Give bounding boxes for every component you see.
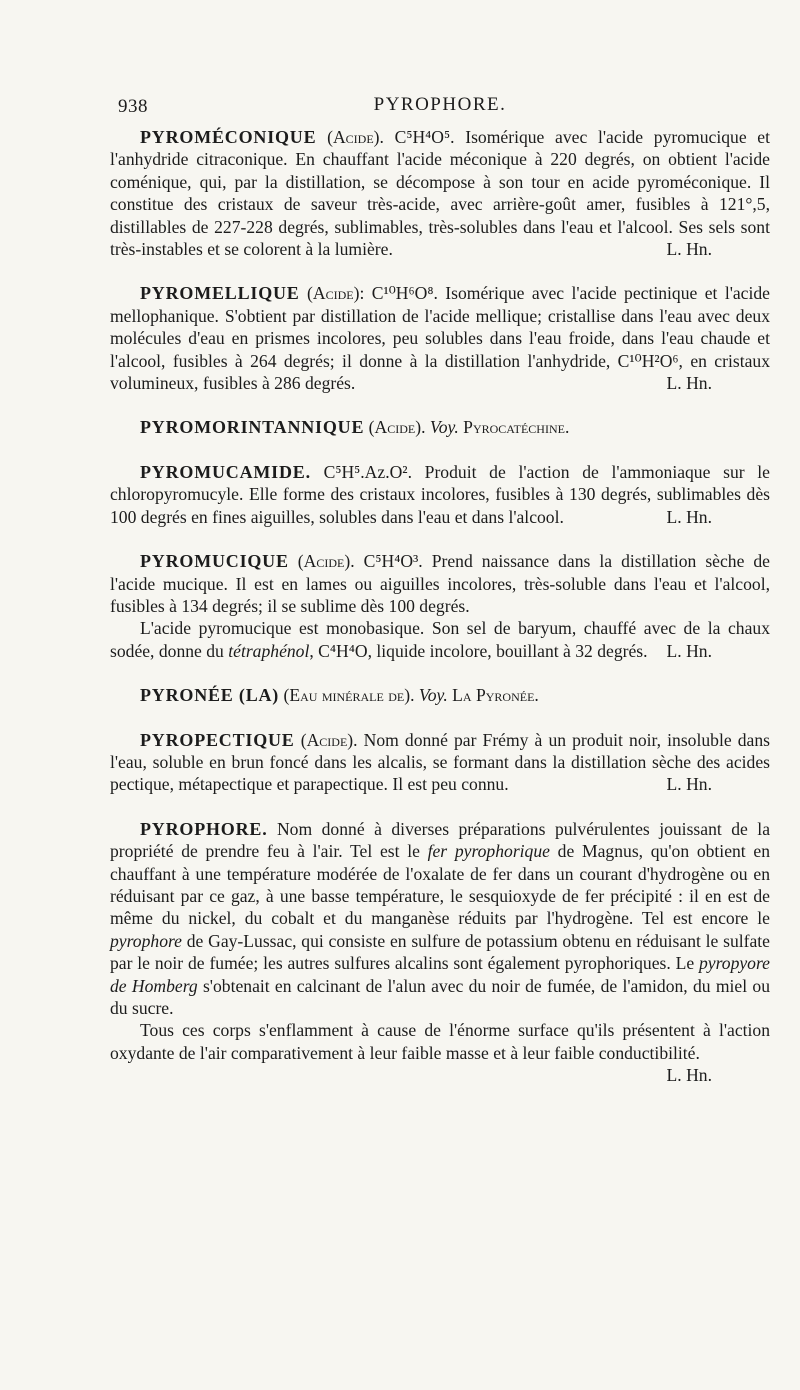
- entry-label: (Acide).: [300, 729, 358, 750]
- entry-label: (Acide).: [368, 417, 426, 438]
- entry-pyronee: [110, 684, 770, 706]
- entry-label: (Eau minérale de).: [283, 685, 415, 706]
- entry-pyrophore: [110, 818, 770, 1087]
- entry-pyromucamide: [110, 461, 770, 528]
- running-title: PYROPHORE.: [373, 94, 507, 115]
- voy-label: Voy.: [429, 417, 459, 438]
- signature: L. Hn.: [666, 774, 712, 795]
- headword: PYROMORINTANNIQUE: [140, 417, 365, 438]
- voy-label: Voy.: [418, 685, 448, 706]
- emphasis-pyropyore-homberg: pyropyore de Homberg: [110, 953, 770, 996]
- entry-body-2: L'acide pyromucique est monobasique. Son sel de baryum, chauffé avec de la chaux sodée, donne du: [110, 618, 770, 661]
- entry-pyromeconique: [110, 126, 770, 260]
- headword: PYROPHORE.: [140, 818, 268, 839]
- emphasis-pyrophore: pyrophore: [110, 930, 182, 951]
- emphasis-tetraphenol: tétraphénol: [228, 640, 310, 661]
- headword: PYRONÉE (LA): [140, 685, 280, 706]
- headword: PYROMUCAMIDE.: [140, 461, 311, 482]
- entry-pyromellique: [110, 282, 770, 394]
- entry-body: C⁵H⁴O³. Prend naissance dans la distillation sèche de l'acide mucique. Il est en lames ou aiguilles incolores, très-soluble dans l'eau et l'alcool, fusibles à 134 degrés; il se sublime dès 100 degrés.: [110, 551, 770, 616]
- entry-body: Nom donné par Frémy à un produit noir, insoluble dans l'eau, soluble en brun foncé dans les alcalis, se formant dans la distillation sèche des acides pectique, métapectique et parapectique. Il est peu connu.: [110, 729, 770, 795]
- entry-pyromorintannique: [110, 416, 770, 438]
- cross-reference: La Pyronée.: [452, 685, 539, 706]
- signature: L. Hn.: [666, 239, 712, 260]
- signature: L. Hn.: [666, 1065, 712, 1086]
- entry-body-2: Tous ces corps s'enflamment à cause de l'énorme surface qu'ils présentent à l'action oxydante de l'air comparativement à leur faible masse et à leur faible conductibilité.: [110, 1020, 770, 1063]
- entry-body-d: s'obtenait en calcinant de l'alun avec du noir de fumée, de l'amidon, du miel ou du sucre.: [110, 975, 770, 1018]
- headword: PYROMELLIQUE: [140, 283, 300, 304]
- headword: PYROMÉCONIQUE: [140, 127, 317, 147]
- entry-label: (Acide).: [327, 127, 384, 147]
- entry-label: (Acide).: [297, 551, 355, 572]
- signature: L. Hn.: [666, 506, 712, 527]
- entry-body-3: , C⁴H⁴O, liquide incolore, bouillant à 32 degrés.: [309, 640, 648, 661]
- cross-reference: Pyrocatéchine.: [463, 417, 570, 438]
- entry-body-b: de Magnus, qu'on obtient en chauffant à une température modérée de l'oxalate de fer dans un courant d'hydrogène ou en réduisant par ce gaz, à une basse température, le sesquioxyde de fer précipité : il en est de même du nickel, du cobalt et du manganèse réduits par l'hydrogène. Tel est encore le: [110, 841, 770, 929]
- entry-body-c: de Gay-Lussac, qui consiste en sulfure de potassium obtenu en réduisant le sulfate par le noir de fumée; les autres sulfures alcalins sont également pyrophoriques. Le: [110, 930, 770, 974]
- entry-label: (Acide):: [307, 283, 365, 304]
- entry-pyropectique: [110, 729, 770, 796]
- signature: L. Hn.: [666, 640, 712, 661]
- entry-pyromucique: [110, 550, 770, 662]
- entry-body: C⁵H⁴O⁵. Isomérique avec l'acide pyromucique et l'anhydride citraconique. En chauffant l'acide méconique à 220 degrés, on obtient l'acide coménique, qui, par la distillation, se décompose à son tour en acide pyroméconique. Il constitue des cristaux de saveur très-acide, avec arrière-goût amer, fusibles à 121°,5, distillables de 227-228 degrés, sublimables, très-solubles dans l'eau et l'alcool. Ses sels sont très-instables et se colorent à la lumière.: [110, 127, 771, 260]
- page-header: [110, 92, 770, 124]
- page-number: 938: [118, 96, 148, 117]
- headword: PYROPECTIQUE: [140, 729, 295, 750]
- emphasis-fer-pyrophorique: fer pyrophorique: [427, 841, 550, 862]
- entry-body: C¹⁰H⁶O⁸. Isomérique avec l'acide pectinique et l'acide mellophanique. S'obtient par distillation de l'acide mellique; cristallise dans l'eau avec deux molécules d'eau en prismes incolores, peu solubles dans l'eau froide, dans l'eau chaude et l'alcool, fusibles à 264 degrés; il donne à la distillation l'anhydride, C¹⁰H²O⁶, en cristaux volumineux, fusibles à 286 degrés.: [110, 283, 770, 394]
- headword: PYROMUCIQUE: [140, 551, 289, 572]
- entry-body: Nom donné à diverses préparations pulvérulentes jouissant de la propriété de prendre feu à l'air. Tel est le: [110, 818, 770, 862]
- entry-body: C⁵H⁵.Az.O². Produit de l'action de l'ammoniaque sur le chloropyromucyle. Elle forme des cristaux incolores, fusibles à 130 degrés, sublimables dès 100 degrés en fines aiguilles, solubles dans l'eau et dans l'alcool.: [110, 461, 770, 527]
- signature: L. Hn.: [666, 373, 712, 394]
